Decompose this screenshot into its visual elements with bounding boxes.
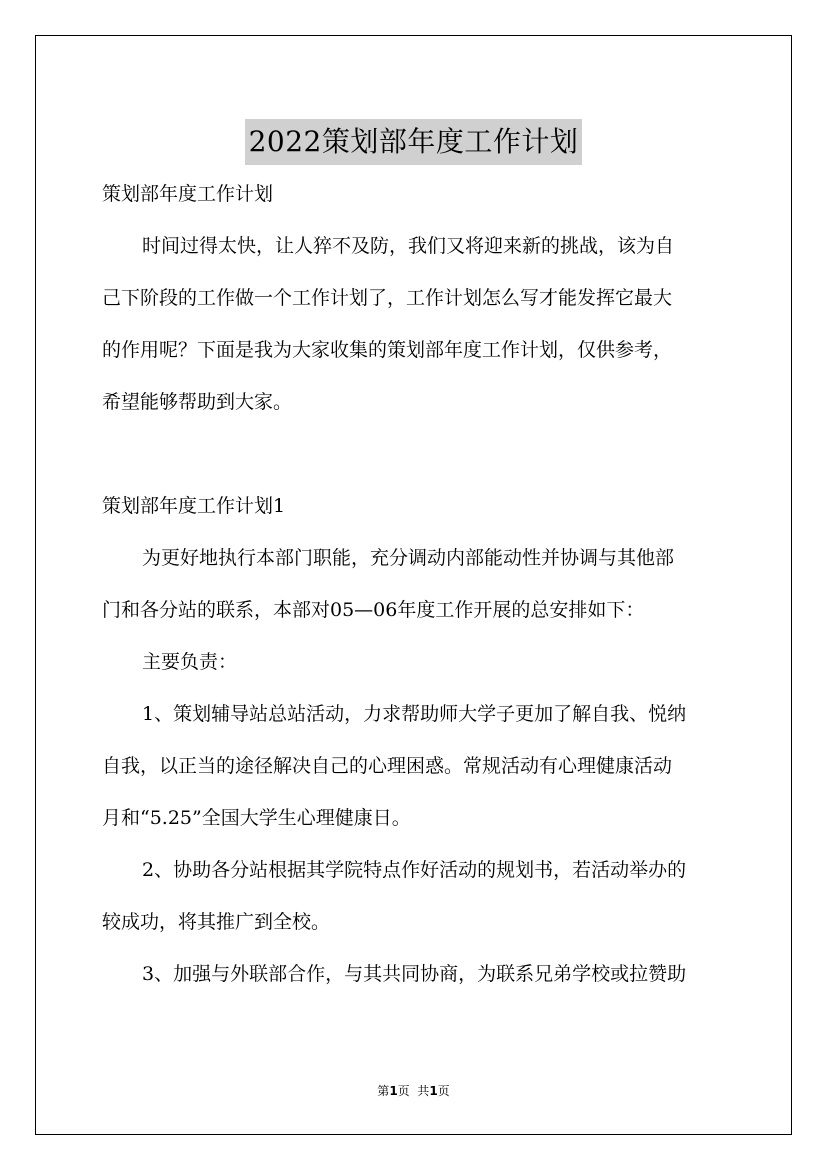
paragraph-line: 己下阶段的工作做一个工作计划了，工作计划怎么写才能发挥它最大 xyxy=(102,287,673,309)
footer-prefix: 第 xyxy=(377,1084,390,1098)
footer-mid: 页 共 xyxy=(397,1084,430,1098)
paragraph-line: 希望能够帮助到大家。 xyxy=(102,391,293,413)
paragraph-line: 主要负责： xyxy=(142,651,238,673)
document-body xyxy=(102,168,728,1000)
paragraph-line: 2、协助各分站根据其学院特点作好活动的规划书，若活动举办的 xyxy=(142,859,687,881)
paragraph-line: 门和各分站的联系，本部对05—06年度工作开展的总安排如下： xyxy=(102,599,645,621)
document-title: 2022策划部年度工作计划 xyxy=(245,119,583,165)
page-footer xyxy=(0,1082,827,1099)
paragraph-line: 为更好地执行本部门职能，充分调动内部能动性并协调与其他部 xyxy=(142,547,675,569)
paragraph-line: 1、策划辅导站总站活动，力求帮助师大学子更加了解自我、悦纳 xyxy=(142,703,687,725)
paragraph-line: 3、加强与外联部合作，与其共同协商，为联系兄弟学校或拉赞助 xyxy=(142,963,687,985)
paragraph-line: 时间过得太快，让人猝不及防，我们又将迎来新的挑战，该为自 xyxy=(142,235,675,257)
footer-page-number: 1 xyxy=(389,1084,398,1098)
paragraph-gap xyxy=(102,428,728,480)
paragraph-line: 的作用呢？下面是我为大家收集的策划部年度工作计划，仅供参考， xyxy=(102,339,673,361)
paragraph-line: 自我，以正当的途径解决自己的心理困惑。常规活动有心理健康活动 xyxy=(102,755,673,777)
footer-total-pages: 1 xyxy=(429,1084,438,1098)
section-heading: 策划部年度工作计划 xyxy=(102,183,274,205)
paragraph-line: 月和“5.25”全国大学生心理健康日。 xyxy=(102,807,411,829)
paragraph-line: 较成功，将其推广到全校。 xyxy=(102,911,331,933)
section-heading: 策划部年度工作计划1 xyxy=(102,495,286,517)
footer-suffix: 页 xyxy=(437,1084,450,1098)
